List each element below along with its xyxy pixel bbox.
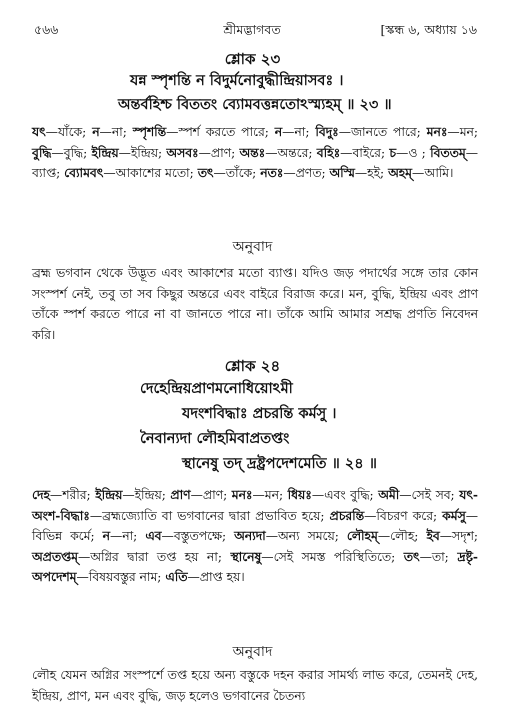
- gloss-word: স্থানেষু: [230, 548, 262, 564]
- gloss-word: বিদুঃ: [315, 124, 339, 139]
- gloss-meaning: সেই সব;: [411, 488, 460, 502]
- gloss-meaning: প্রাণ;: [202, 488, 232, 502]
- gloss-meaning: সদৃশ;: [452, 529, 479, 543]
- gloss-word: ব্যোমবৎ: [64, 165, 104, 180]
- gloss-word: যৎ: [32, 124, 46, 139]
- gloss-word: লৌহম্: [346, 528, 378, 543]
- gloss-meaning: অন্তরে;: [277, 145, 317, 160]
- gloss-word: অহম্: [388, 165, 413, 180]
- sloka-23-translation-heading: অনুবাদ: [232, 239, 273, 255]
- page-header: [34, 22, 477, 42]
- gloss-meaning: বাইরে;: [352, 145, 390, 160]
- sloka-24-translation: লৌহ যেমন অগ্নির সংস্পর্শে তপ্ত হয়ে অন্য বস্তুকে দহন করার সামর্থ্য লাভ করে, তেমনই দেহ, ইন্দ্রিয়, প্রাণ, মন এবং বুদ্ধি, জড় হলেও ভগবানের চৈতন্য: [32, 668, 478, 703]
- sloka-24-heading: শ্লোক ২৪: [224, 357, 281, 375]
- gloss-word: ধিয়ঃ: [287, 487, 312, 502]
- gloss-meaning: বিভিন্ন কর্মে;: [32, 529, 103, 543]
- gloss-meaning: অগ্নির দ্বারা তপ্ত হয় না;: [90, 549, 231, 564]
- gloss-word: এব: [145, 528, 162, 543]
- gloss-meaning: না;: [122, 529, 146, 543]
- gloss-meaning: বুদ্ধি;: [63, 145, 92, 160]
- gloss-meaning: ইন্দ্রিয়;: [130, 145, 167, 160]
- gloss-word: ইন্দ্রিয়: [91, 144, 119, 160]
- gloss-word: মনঃ: [231, 487, 253, 502]
- gloss-word: তৎ: [197, 165, 214, 180]
- sloka-23-verse-line-2: অন্তর্বহিশ্চ বিততং ব্যোমবত্তন্নতোঽস্ম্যহম্ ॥ ২৩ ॥: [118, 96, 392, 113]
- gloss-word: অপ্রতপ্তম্: [32, 548, 78, 564]
- gloss-meaning: প্রণত;: [295, 166, 330, 180]
- gloss-word: অন্যদা: [234, 528, 266, 543]
- gloss-word: তৎ: [403, 548, 420, 564]
- gloss-meaning: প্রাণ;: [210, 145, 240, 160]
- gloss-meaning: প্রাপ্ত হয়।: [199, 570, 245, 584]
- gloss-meaning: আমি।: [424, 166, 454, 180]
- gloss-word: স্পৃশন্তি: [132, 124, 167, 139]
- gloss-word: এতি: [165, 569, 188, 584]
- gloss-word: প্রচরন্তি: [329, 507, 365, 523]
- gloss-word: যৎ-অংশ-বিদ্ধাঃ: [32, 487, 478, 523]
- sloka-23-word-meanings: যৎ—যাঁকে; ন—না; স্পৃশন্তি—স্পর্শ করতে পারে; ন—না; বিদুঃ—জানতে পারে; মনঃ—মন; বুদ্ধি—বুদ্ধি; ইন্দ্রিয়—ইন্দ্রিয়; অসবঃ—প্রাণ; অন্তঃ—অন্তরে; বহিঃ—বাইরে; চ—ও ; বিততম্—ব্যাপ্ত; ব্যোমবৎ—আকাশের মতো; তৎ—তাঁকে; নতঃ—প্রণত; অস্মি—হই; অহম্—আমি।: [32, 124, 479, 180]
- gloss-meaning: বস্তুতপক্ষে;: [173, 529, 235, 543]
- gloss-meaning: স্পর্শ করতে পারে;: [178, 125, 275, 139]
- gloss-word: নতঃ: [260, 165, 284, 180]
- gloss-meaning: এবং বুদ্ধি;: [324, 488, 379, 502]
- gloss-meaning: বিষয়বস্তুর নাম;: [88, 570, 166, 584]
- gloss-meaning: মন;: [459, 125, 478, 139]
- gloss-meaning: অন্য সময়ে;: [278, 529, 347, 543]
- gloss-meaning: না;: [111, 125, 133, 139]
- sloka-24-verse-line-1: দেহেন্দ্রিয়প্রাণমনোধিয়োঽমী: [140, 380, 293, 397]
- gloss-word: মনঃ: [426, 124, 448, 139]
- gloss-word: ন: [102, 528, 110, 543]
- page-number: ৫৬৬: [34, 22, 59, 37]
- gloss-meaning: আকাশের মতো;: [115, 166, 198, 180]
- gloss-word: অমী: [378, 487, 400, 502]
- gloss-meaning: সেই সমস্ত পরিস্থিতিতে;: [273, 549, 404, 564]
- gloss-word: চ: [389, 144, 397, 160]
- sloka-24-translation-heading: অনুবাদ: [232, 644, 273, 660]
- gloss-meaning: জানতে পারে;: [351, 125, 427, 139]
- sloka-23-verse-line-1: যন্ন স্পৃশন্তি ন বিদুর্মনোবুদ্ধীন্দ্রিয়াসবঃ ।: [130, 72, 344, 89]
- gloss-meaning: যাঁকে;: [57, 125, 93, 139]
- gloss-word: দেহ: [32, 487, 50, 502]
- sloka-24-verse-line-2: যদংশবিদ্ধাঃ প্রচরন্তি কর্মসু ।: [182, 405, 337, 422]
- gloss-meaning: বিচরণ করে;: [376, 508, 443, 523]
- gloss-meaning: না;: [294, 125, 316, 139]
- gloss-word: অসবঃ: [166, 144, 199, 160]
- gloss-meaning: ব্রহ্মজ্যোতি বা ভগবানের দ্বারা প্রভাবিত হয়ে;: [102, 508, 330, 523]
- gloss-word: দ্রষ্টৃ-অপদেশম্: [32, 548, 478, 584]
- gloss-meaning: ব্যাপ্ত;: [32, 166, 65, 180]
- gloss-meaning: লৌহ;: [390, 529, 427, 543]
- gloss-meaning: হই;: [367, 166, 389, 180]
- gloss-meaning: তাঁকে;: [225, 166, 261, 180]
- gloss-meaning: মন;: [264, 488, 288, 502]
- gloss-word: অন্তঃ: [239, 144, 266, 160]
- gloss-meaning: তা;: [431, 549, 458, 564]
- gloss-word: বহিঃ: [316, 144, 341, 160]
- sloka-24-word-meanings: দেহ—শরীর; ইন্দ্রিয়—ইন্দ্রিয়; প্রাণ—প্রাণ; মনঃ—মন; ধিয়ঃ—এবং বুদ্ধি; অমী—সেই সব; যৎ-অংশ-বিদ্ধাঃ—ব্রহ্মজ্যোতি বা ভগবানের দ্বারা প্রভাবিত হয়ে; প্রচরন্তি—বিচরণ করে; কর্মসু—বিভিন্ন কর্মে; ন—না; এব—বস্তুতপক্ষে; অন্যদা—অন্য সময়ে; লৌহম্—লৌহ; ইব—সদৃশ; অপ্রতপ্তম্—অগ্নির দ্বারা তপ্ত হয় না; স্থানেষু—সেই সমস্ত পরিস্থিতিতে; তৎ—তা; দ্রষ্টৃ-অপদেশম্—বিষয়বস্তুর নাম; এতি—প্রাপ্ত হয়।: [32, 487, 479, 584]
- book-title: শ্রীমদ্ভাগবত: [223, 22, 281, 37]
- gloss-meaning: শরীর;: [62, 488, 96, 502]
- gloss-word: প্রাণ: [170, 487, 191, 502]
- sloka-24-verse-line-4: স্থানেষু তদ্ দ্রষ্ট্রপদেশমেতি ॥ ২৪ ॥: [182, 455, 377, 472]
- gloss-word: বুদ্ধি: [32, 144, 52, 160]
- sloka-23-heading: শ্লোক ২৩: [224, 50, 281, 68]
- sloka-24-verse-line-3: নৈবান্যদা লৌহমিবাপ্রতপ্তং: [140, 430, 290, 447]
- gloss-word: ইন্দ্রিয়: [95, 487, 123, 502]
- gloss-meaning: ইন্দ্রিয়;: [134, 488, 171, 502]
- gloss-word: অস্মি: [329, 165, 355, 180]
- gloss-meaning: ও ;: [408, 145, 431, 160]
- gloss-word: ন: [92, 124, 100, 139]
- gloss-word: বিততম্: [430, 144, 466, 160]
- chapter-reference: [স্কন্ধ ৬, অধ্যায় ১৬: [380, 22, 477, 37]
- gloss-word: ইব: [426, 528, 440, 543]
- gloss-word: কর্মসু: [442, 507, 466, 523]
- sloka-23-translation: ব্রহ্ম ভগবান থেকে উদ্ভূত এবং আকাশের মতো ব্যাপ্ত। যদিও জড় পদার্থের সঙ্গে তার কোন সংস্পর্শ নেই, তবু তা সব কিছুর অন্তরে এবং বাইরে বিরাজ করে। মন, বুদ্ধি, ইন্দ্রিয় এবং প্রাণ তাঁকে স্পর্শ করতে পারে না বা জানতে পারে না। তাঁকে আমি আমার সশ্রদ্ধ প্রণতি নিবেদন করি।: [32, 266, 478, 342]
- gloss-word: ন: [274, 124, 283, 139]
